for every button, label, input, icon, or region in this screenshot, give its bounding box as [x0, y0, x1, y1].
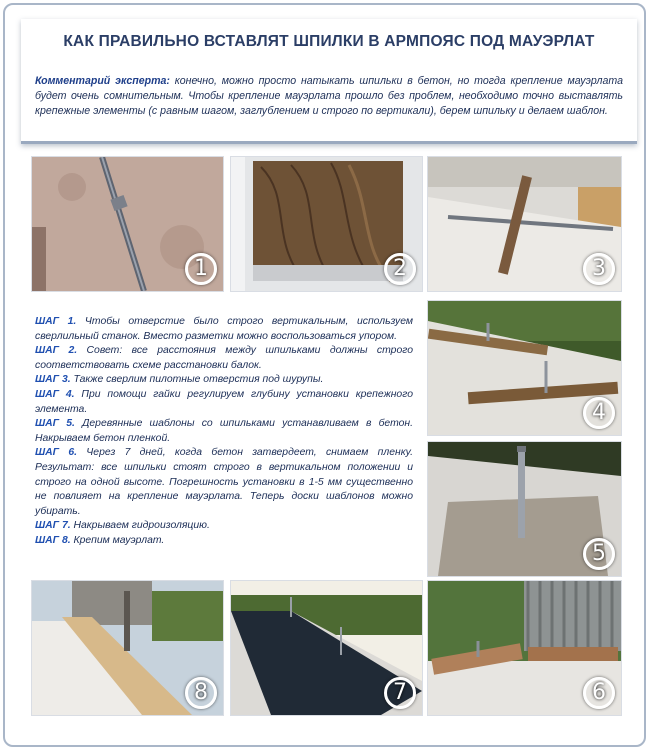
step-2: [35, 344, 413, 373]
step-6: [35, 446, 413, 519]
step-number-badge: 2: [384, 253, 416, 285]
photo-8: [32, 581, 223, 715]
step-text: Чтобы отверстие было строго вертикальным, используем сверлильный станок. Вместо разметки можно воспользоваться упором.: [35, 316, 413, 342]
step-label: ШАГ 8.: [35, 534, 71, 546]
step-number-badge: 8: [185, 677, 217, 709]
step-label: ШАГ 6.: [35, 447, 78, 459]
photo-6: [428, 581, 621, 715]
step-text: Крепим мауэрлат.: [70, 534, 165, 546]
step-1: [35, 315, 413, 344]
page-title: КАК ПРАВИЛЬНО ВСТАВЛЯТ ШПИЛКИ В АРМПОЯС ПОД МАУЭРЛАТ: [63, 33, 595, 50]
expert-comment-text: конечно, можно просто натыкать шпильки в бетон, но тогда крепление мауэрлата будет очень сомнительным. Чтобы крепление мауэрлата прошло без проблем, необходимо точно выставлять крепежные элементы (с равным шагом, заглублением и строго по вертикали), берем шпильку и делаем шаблон.: [35, 75, 623, 117]
step-text: Через 7 дней, когда бетон затвердеет, снимаем пленку. Результат: все шпильки стоят строго в вертикальном положении и строго на одной высоте. Погрешность установки в 1-5 мм существенно не повлияет на крепление мауэрлата. Теперь доски шаблонов можно убирать.: [35, 447, 414, 517]
step-text: Совет: все расстояния между шпильками должны строго соответствовать схеме расстановки балок.: [35, 345, 414, 371]
step-text: Также сверлим пилотные отверстия под шурупы.: [70, 374, 324, 386]
step-number-badge: 7: [384, 677, 416, 709]
step-3: [35, 373, 413, 388]
infographic-frame: [3, 3, 646, 747]
photo-5: [428, 442, 621, 576]
photo-4: [428, 301, 621, 435]
step-text: Деревянные шаблоны со шпильками устанавливаем в бетон. Накрываем бетон пленкой.: [35, 418, 413, 444]
step-4: [35, 388, 413, 417]
step-7: [35, 519, 413, 534]
step-5: [35, 417, 413, 446]
step-number-badge: 4: [583, 397, 615, 429]
expert-comment: [35, 74, 623, 119]
step-label: ШАГ 7.: [35, 520, 71, 532]
step-label: ШАГ 5.: [35, 418, 75, 430]
photo-7: [231, 581, 422, 715]
step-text: При помощи гайки регулируем глубину установки крепежного элемента.: [35, 388, 413, 415]
steps-text: [35, 315, 413, 549]
expert-comment-label: Комментарий эксперта:: [35, 75, 170, 87]
step-label: ШАГ 1.: [35, 316, 77, 327]
step-number-badge: 1: [185, 253, 217, 285]
step-label: ШАГ 3.: [35, 374, 71, 386]
step-number-badge: 5: [583, 538, 615, 570]
step-number-badge: 3: [583, 253, 615, 285]
step-label: ШАГ 2.: [35, 345, 78, 357]
photo-3: [428, 157, 621, 291]
header-panel: [21, 19, 637, 144]
step-number-badge: 6: [583, 677, 615, 709]
photo-2: [231, 157, 422, 291]
step-label: ШАГ 4.: [35, 388, 75, 400]
step-text: Накрываем гидроизоляцию.: [70, 520, 210, 532]
photo-1: [32, 157, 223, 291]
step-8: [35, 534, 413, 549]
